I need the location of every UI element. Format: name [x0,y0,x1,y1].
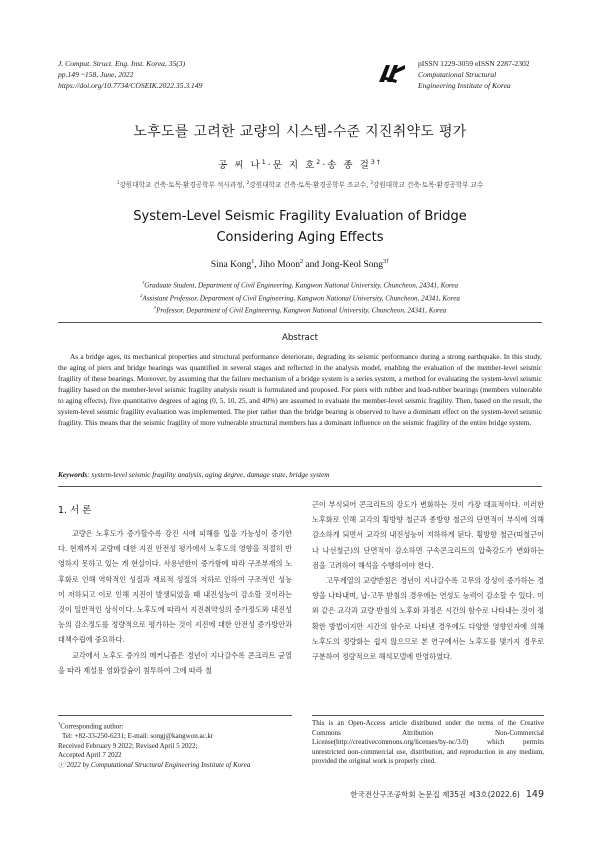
page-footer [330,789,544,800]
authors-english: Sina Kong$^1$, Jiho Moon$^2$ and Jong-Keol Song$^{3\dagger}$ [210,259,390,271]
footnote-rule-right [312,715,544,716]
author-ko-2: 문 지 호 [272,160,317,171]
keywords-text: : system-level seismic fragility analysis, aging degree, damage state, bridge system [87,470,330,479]
issn-block [418,58,568,91]
author-en-1: Sina Kong [210,260,252,271]
journal-header [58,58,318,91]
author-en-3: Jong-Keol Song [321,260,383,271]
abstract-heading: Abstract [281,333,319,343]
keywords-label: Keywords [58,470,88,479]
affiliations-korean: $^1$강원대학교 건축·토목·환경공학부 석사과정, $^2$강원대학교 건축·토목·환경공학부 조교수, $^3$강원대학교 건축·토목·환경공학부 교수 [116,180,484,189]
accepted-date: Accepted April 7 2022 [58,751,122,760]
author-ko-3: 송 종 걸 [327,160,371,171]
section-heading-introduction: 1. 서 론 [58,505,92,516]
institute-name-1: Computational Structural [418,70,497,79]
paragraph: 고무계열의 교량받침은 경년이 지나갈수록 고무의 강성이 증가하는 경향을 나타내며, 납-고무 받침의 경우에는 연성도 능력이 감소할 수 있다. 이와 같은 교각과 교량 받침의 노후화 과정은 시간의 함수로 나타내는 것이 정확한 방법이지만 시간의 함수로 나타낸 경우에도 다양한 영향인자에 의해 노후도의 정량화는 쉽지 않으므로 본 연구에서는 노후도를 몇가지 경우로 구분하여 정량적으로 해석모델에 반영하였다. [312,576,544,662]
author-ko-1: 공 씨 나 [218,160,262,171]
page-number: 149 [525,789,544,800]
title-english: System-Level Seismic Fragility Evaluation of Bridge Considering Aging Effects [133,209,467,245]
authors-korean: 공 씨 나$^1$·문 지 호$^2$·송 종 걸$^{3\dagger}$ [218,158,382,171]
journal-citation: J. Comput. Struct. Eng. Inst. Korea, 35(3) [58,59,186,68]
paragraph: 교각에서 노후도 증가의 메커니즘은 경년이 지나갈수록 콘크리트 균열을 따라 제설용 염화칼슘이 침투하여 그에 따라 철 [58,650,292,675]
author-en-2: Jiho Moon [259,260,300,271]
paragraph: 교량은 노후도가 증가할수록 강진 시에 피해를 입을 가능성이 증가한다. 현재까지 교량에 대한 지진 안전성 평가에서 노후도의 영향을 적절히 반영하지 못하고 있는 게 현실이다. 사용년한이 증가함에 따라 구조부재의 노후화로 인해 역학적인 성질과 재료적 성질의 저하로 인하여 구조적인 성능이 저하되고 이로 인해 지진이 발생되었을 때 내진성능이 감소할 것이라는 것이 일반적인 상식이다. 노후도에 따라서 지진취약성의 증가정도와 내진성능의 감소정도를 정량적으로 평가하는 것이 지진에 대한 안전성 증가방안과 대책수립에 중요하다. [58,529,292,645]
affiliations-english: $^1$Graduate Student, Department of Civil Engineering, Kangwon National University, Chuncheon, 24341, Korea $^2$Assistant Professor, Department of Civil Engineering, Kangwon National University, Chuncheon, 24341, Korea $^3$Professor, Department of Civil Engineering, Kangwon National University, Chuncheon, 24341, Korea [140,280,460,315]
keywords [58,470,542,479]
doi-link[interactable]: https://doi.org/10.7734/COSEIK.2022.35.3.149 [58,81,203,90]
body-column-left [58,526,292,678]
page-range: pp.149 ~158, June, 2022 [58,70,134,79]
body-column-right [312,497,544,664]
contact-info: Tel: +82-33-250-6231; E-mail: songj@kangwon.ac.kr [62,731,214,740]
divider-top [58,322,542,323]
footer-journal: 한국전산구조공학회 논문집 제35권 제3호(2022.6) [350,790,520,799]
institute-name-2: Engineering Institute of Korea [418,81,511,90]
footnote-rule-left [58,715,292,716]
license-note: This is an Open-Access article distributed under the terms of the Creative Commons Attribution Non-Commercial License(http://creativecommons.org/licenses/by-nc/3.0) which permits unrestricted non-commercial use, distribution, and reproduction in any medium, provided the original work is properly cited. [312,719,544,766]
paragraph: 근이 부식되어 콘크리트의 강도가 변화하는 것이 가장 대표적이다. 이러한 노후화로 인해 교각의 횡방향 철근과 종방향 철근의 단면적이 부식에 의해 감소하게 되면서 교각의 내진성능이 저하하게 된다. 횡방향 철근(띠철근이나 나선철근)의 단면적이 감소하면 구속콘크리트의 압축강도가 변화하는 점을 고려하여 해석을 수행하여야 한다. [312,500,544,570]
received-dates: Received February 9 2022; Revised April 5 2022; [58,741,198,750]
corresponding-author-note: †Corresponding author: Tel: +82-33-250-6231; E-mail: songj@kangwon.ac.kr Received February 9 2022; Revised April 5 2022; Accepted April 7 2022 ⓒ 2022 by Computational Structural Engineering Institute of Korea [58,719,298,770]
abstract-text: As a bridge ages, its mechanical properties and structural performance deteriorate, degrading its seismic performance during a strong earthquake. In this study, the aging of piers and bridge bearings was quantified in several stages and reflected in the analysis model, enabling the evaluation of the member-level seismic fragility of these bearings. Moreover, by assuming that the failure mechanism of a bridge system is a series system, a method for evaluating the system-level seismic fragility based on the member-level seismic fragility analysis result is formulated and proposed. For piers with rubber and lead-rubber bearings (members vulnerable to aging effects), five quantitative degrees of aging (0, 5, 10, 25, and 40%) are assumed to evaluate the member-level seismic fragility. Then, based on the result, the system-level seismic fragility evaluation was implemented. The pier rather than the bridge bearing is observed to have a dominant effect on the system-level seismic fragility. This means that the seismic fragility of more vulnerable structural members has a dominant influence on the seismic fragility of the entire bridge system. [58,352,542,427]
divider-bottom [58,486,542,487]
title-korean: 노후도를 고려한 교량의 시스템-수준 지진취약도 평가 [133,124,467,140]
issn: pISSN 1229-3059 eISSN 2287-2302 [418,59,530,68]
coseik-logo-icon [377,62,407,84]
copyright: ⓒ 2022 by Computational Structural Engineering Institute of Korea [58,760,251,769]
